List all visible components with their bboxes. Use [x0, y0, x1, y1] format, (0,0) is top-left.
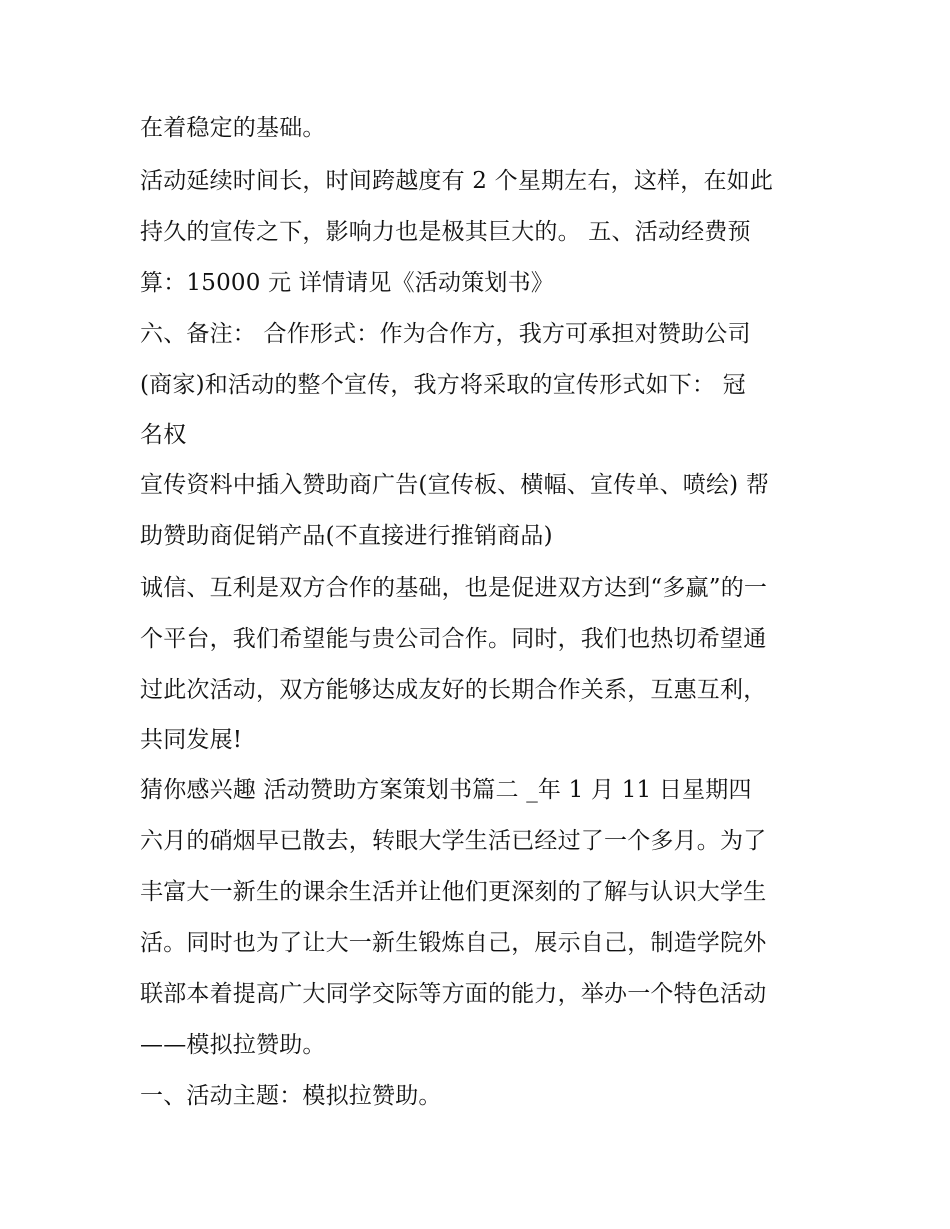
text-line: 算：15000 元 详情请见《活动策划书》 — [140, 270, 554, 296]
text-line: 六月的硝烟早已散去，转眼大学生活已经过了一个多月。为了 — [140, 828, 767, 854]
text-line: 名权 — [140, 422, 187, 448]
text-line: 宣传资料中插入赞助商广告(宣传板、横幅、宣传单、喷绘) 帮 — [140, 472, 770, 498]
text-line: ——模拟拉赞助。 — [140, 1032, 326, 1058]
text-line: 个平台，我们希望能与贵公司合作。同时，我们也热切希望通 — [140, 626, 767, 652]
text-line: 联部本着提高广大同学交际等方面的能力，举办一个特色活动 — [140, 981, 767, 1007]
text-line: 诚信、互利是双方合作的基础，也是促进双方达到“多赢”的一 — [140, 575, 768, 601]
text-line: 共同发展! — [140, 727, 243, 753]
text-line: 六、备注： 合作形式：作为合作方，我方可承担对赞助公司 — [140, 321, 751, 347]
text-line: 持久的宣传之下，影响力也是极其巨大的。 五、活动经费预 — [140, 219, 751, 245]
text-line: 助赞助商促销产品(不直接进行推销商品) — [140, 523, 553, 549]
text-line: 猜你感兴趣 活动赞助方案策划书篇二 _年 1 月 11 日星期四 — [140, 777, 752, 803]
text-line: 在着稳定的基础。 — [140, 115, 326, 141]
text-line: 活动延续时间长，时间跨越度有 2 个星期左右，这样，在如此 — [140, 168, 774, 194]
text-line: 过此次活动，双方能够达成友好的长期合作关系，互惠互利， — [140, 677, 767, 703]
text-line: 一、活动主题：模拟拉赞助。 — [140, 1083, 442, 1109]
text-line: (商家)和活动的整个宣传，我方将采取的宣传形式如下： 冠 — [140, 372, 746, 398]
text-line: 丰富大一新生的课余生活并让他们更深刻的了解与认识大学生 — [140, 879, 767, 905]
text-line: 活。同时也为了让大一新生锻炼自己，展示自己，制造学院外 — [140, 930, 767, 956]
